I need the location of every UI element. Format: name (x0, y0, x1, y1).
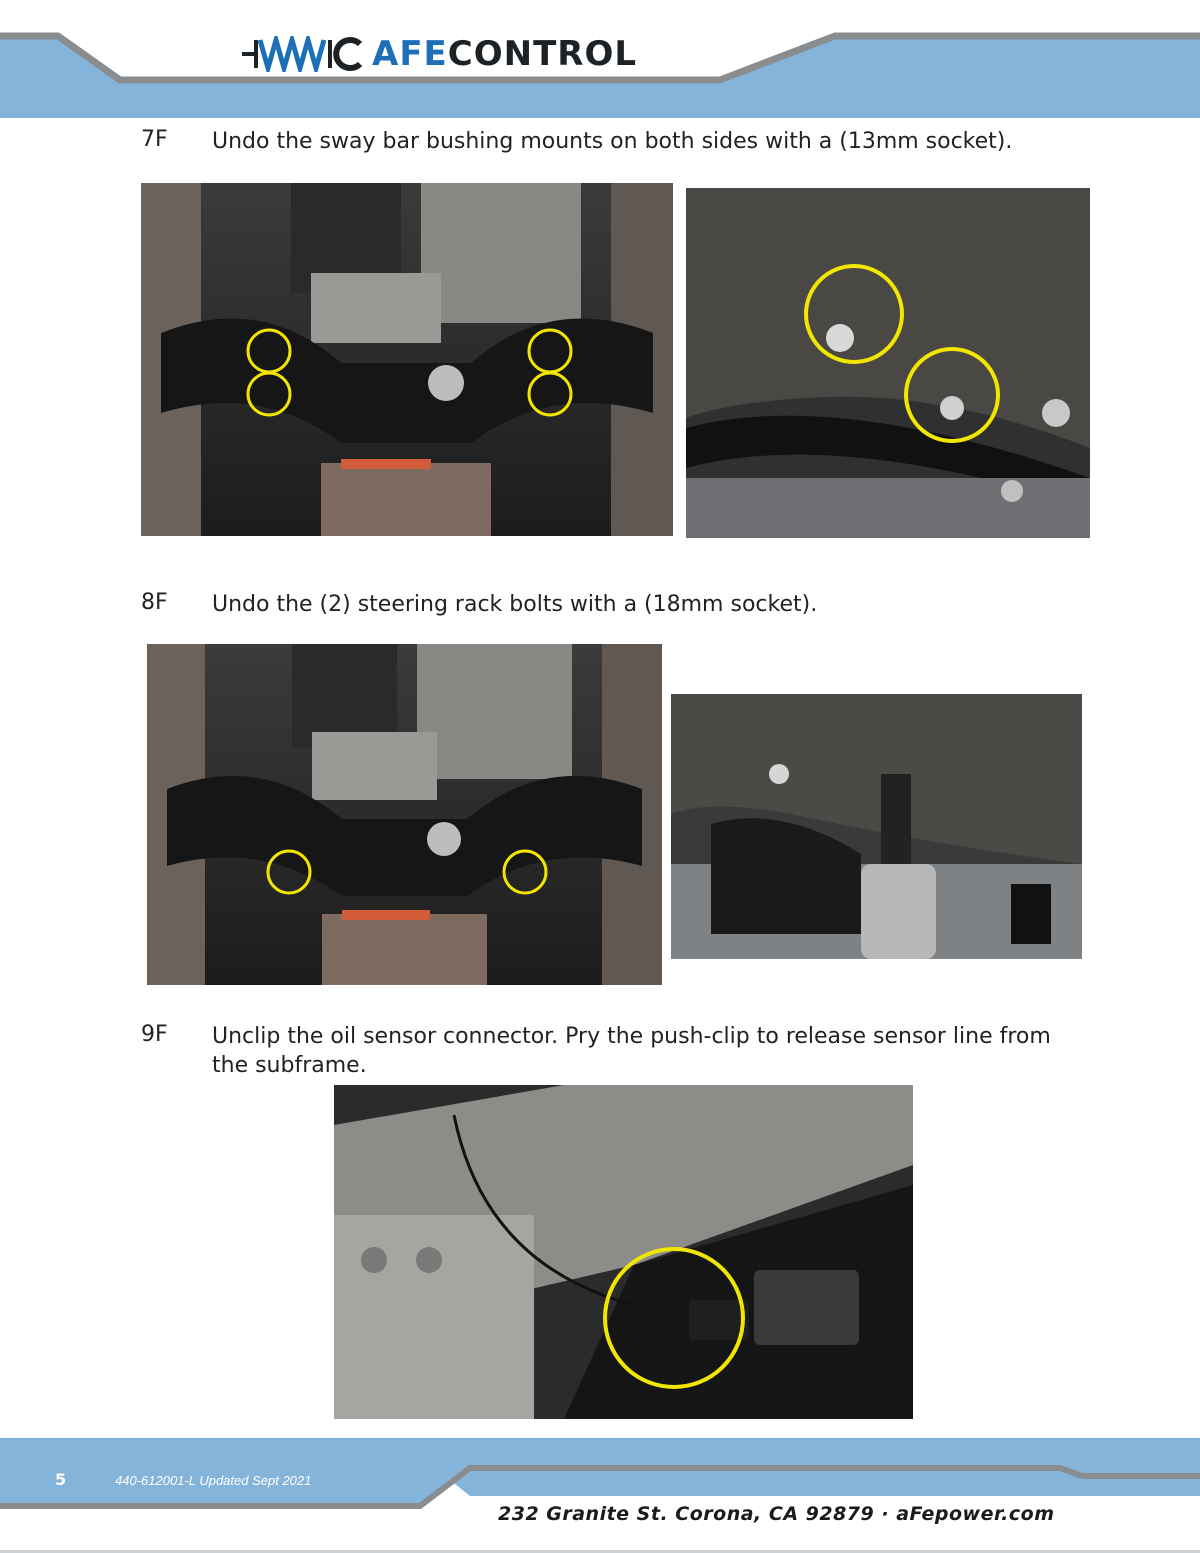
step-text-8f: Undo the (2) steering rack bolts with a (18mm socket). (212, 592, 818, 617)
page-number: 5 (55, 1470, 67, 1489)
step-text-7f: Undo the sway bar bushing mounts on both sides with a (13mm socket). (212, 129, 1013, 154)
afe-control-logo-icon (242, 36, 362, 72)
footer-banner (0, 1438, 1200, 1553)
step-number-9f: 9F (141, 1022, 168, 1047)
step-text-9f: Unclip the oil sensor connector. Pry the push-clip to release sensor line from the subframe. (212, 1024, 1051, 1078)
step-number-7f: 7F (141, 127, 168, 152)
document-id: 440-612001-L Updated Sept 2021 (115, 1473, 312, 1488)
company-address: 232 Granite St. Corona, CA 92879 · aFepower.com (498, 1503, 1055, 1525)
step-number-8f: 8F (141, 590, 168, 615)
photo-steering-rack-bolt-removal (671, 694, 1082, 959)
photo-sway-bar-bushing-closeup (686, 188, 1090, 538)
brand-name-prefix: AFE (372, 34, 448, 74)
photo-subframe-sway-bar (141, 183, 673, 536)
brand-logo (242, 34, 637, 74)
photo-oil-sensor-connector (334, 1085, 913, 1419)
brand-name-suffix: CONTROL (447, 34, 638, 74)
photo-subframe-steering-rack (147, 644, 662, 985)
